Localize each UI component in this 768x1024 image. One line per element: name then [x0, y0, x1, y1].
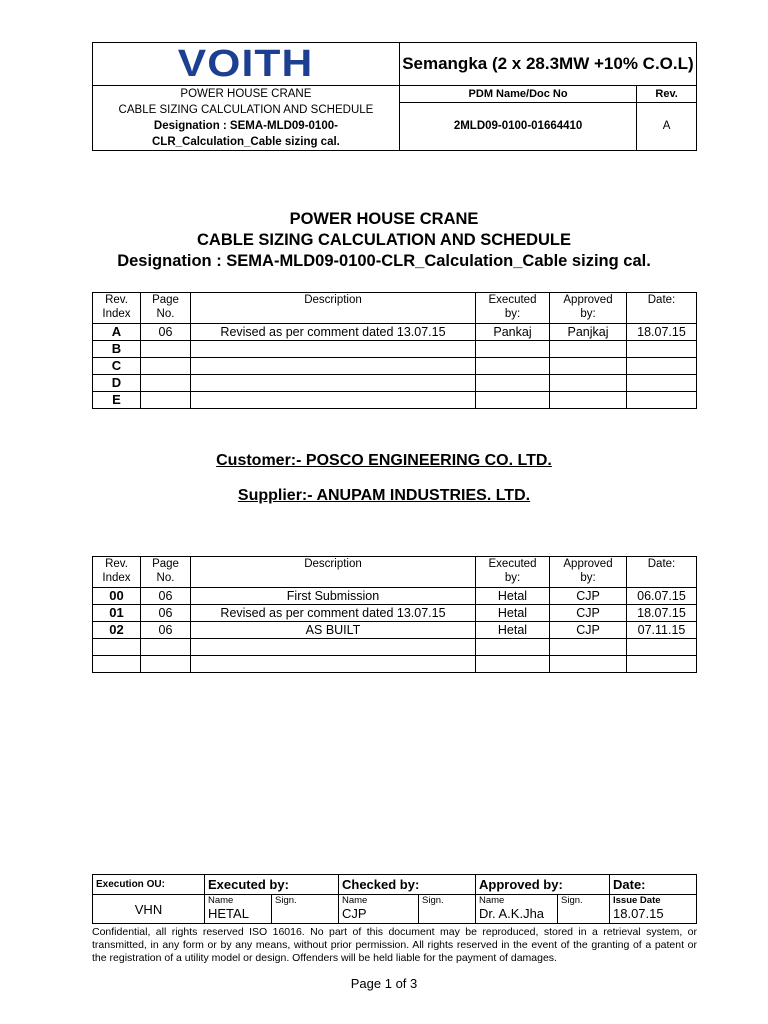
rev-value: A	[637, 102, 697, 151]
checked-name: CJP	[342, 906, 367, 921]
customer-line: Customer:- POSCO ENGINEERING CO. LTD.	[216, 452, 552, 469]
header-description	[93, 86, 400, 151]
title-line-2: CABLE SIZING CALCULATION AND SCHEDULE	[197, 231, 571, 249]
page-number: Page 1 of 3	[350, 976, 418, 991]
col-page-no: Page No.	[141, 557, 191, 588]
col-approved: Approved by:	[550, 293, 627, 324]
execution-ou-label: Execution OU:	[93, 875, 205, 895]
table-row: A 06 Revised as per comment dated 13.07.15 Pankaj Panjkaj 18.07.15	[93, 324, 697, 341]
col-executed: Executed by:	[476, 557, 550, 588]
project-title: Semangka (2 x 28.3MW +10% C.O.L)	[399, 43, 696, 86]
pdm-label: PDM Name/Doc No	[399, 86, 636, 103]
executed-name: HETAL	[208, 906, 249, 921]
table-row: 00 06 First Submission Hetal CJP 06.07.15	[93, 588, 697, 605]
table-header-row	[93, 557, 697, 588]
col-rev-index: Rev. Index	[93, 557, 141, 588]
issue-date: 18.07.15	[613, 906, 664, 921]
approved-name: Dr. A.K.Jha	[479, 906, 545, 921]
header-line-1: POWER HOUSE CRANE	[180, 88, 312, 100]
supplier-line: Supplier:- ANUPAM INDUSTRIES. LTD.	[237, 487, 531, 504]
table-header-row	[93, 293, 697, 324]
execution-ou-value: VHN	[93, 895, 205, 924]
title-line-1: POWER HOUSE CRANE	[289, 210, 479, 228]
approved-name-cell: Name Dr. A.K.Jha	[476, 895, 558, 924]
rev-label: Rev.	[637, 86, 697, 103]
doc-number: 2MLD09-0100-01664410	[399, 102, 636, 151]
checked-name-cell: Name CJP	[339, 895, 419, 924]
checked-sign-cell: Sign.	[419, 895, 476, 924]
issue-date-cell: Issue Date 18.07.15	[610, 895, 697, 924]
revision-table-2	[92, 556, 697, 673]
page-title	[0, 209, 768, 272]
confidentiality-notice: Confidential, all rights reserved ISO 16016. No part of this document may be reproduced, stored in a retrieval system, or transmitted, in any form or by any means, without prior permission. All rights reserved in the event of the granting of a patent or the registration of a utility model or design. Offenders will be held liable for the payment of damages.	[92, 926, 697, 964]
title-line-3: Designation : SEMA-MLD09-0100-CLR_Calculation_Cable sizing cal.	[117, 252, 651, 270]
col-approved: Approved by:	[550, 557, 627, 588]
approved-sign-cell: Sign.	[558, 895, 610, 924]
table-row: 01 06 Revised as per comment dated 13.07.15 Hetal CJP 18.07.15	[93, 605, 697, 622]
revision-table-1	[92, 292, 697, 409]
table-row	[93, 656, 697, 673]
date-label: Date:	[610, 875, 697, 895]
document-header	[92, 42, 697, 151]
table-row: E	[93, 392, 697, 409]
executed-name-cell: Name HETAL	[205, 895, 272, 924]
signoff-table	[92, 874, 697, 924]
table-row: 02 06 AS BUILT Hetal CJP 07.11.15	[93, 622, 697, 639]
col-description: Description	[191, 557, 476, 588]
header-line-2: CABLE SIZING CALCULATION AND SCHEDULE	[118, 104, 374, 116]
executed-by-label: Executed by:	[205, 875, 339, 895]
approved-by-label: Approved by:	[476, 875, 610, 895]
col-date: Date:	[627, 557, 697, 588]
checked-by-label: Checked by:	[339, 875, 476, 895]
table-row	[93, 639, 697, 656]
executed-sign-cell: Sign.	[272, 895, 339, 924]
table-row: B	[93, 341, 697, 358]
col-date: Date:	[627, 293, 697, 324]
col-page-no: Page No.	[141, 293, 191, 324]
col-rev-index: Rev. Index	[93, 293, 141, 324]
table-row: D	[93, 375, 697, 392]
header-designation: Designation : SEMA-MLD09-0100-CLR_Calculation_Cable sizing cal.	[151, 120, 340, 148]
col-executed: Executed by:	[476, 293, 550, 324]
col-description: Description	[191, 293, 476, 324]
logo-cell	[93, 43, 400, 86]
table-row: C	[93, 358, 697, 375]
voith-logo: VOITH	[178, 43, 314, 85]
